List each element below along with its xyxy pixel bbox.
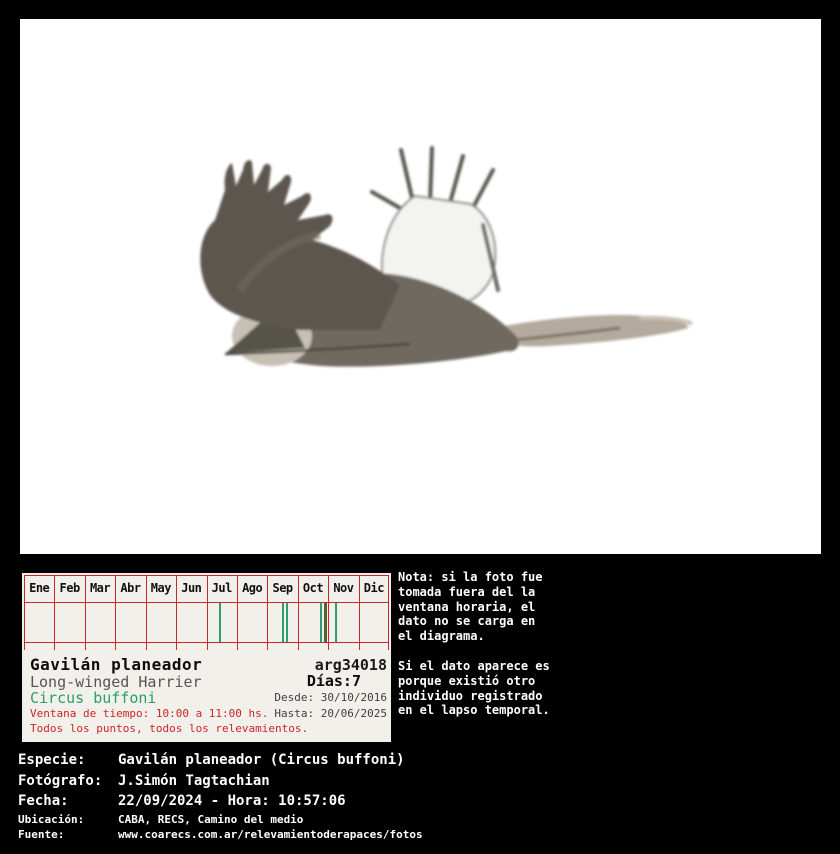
grid-vline — [54, 575, 55, 650]
day-marker — [324, 603, 327, 642]
month-label: Nov — [333, 581, 354, 595]
month-label: Sep — [272, 581, 293, 595]
metadata-label: Fecha: — [18, 793, 69, 809]
bird-photo — [180, 140, 720, 400]
date-from: Desde: 30/10/2016 — [274, 691, 387, 704]
note-line: porque existió otro — [398, 673, 536, 688]
note-line: tomada fuera del la — [398, 584, 536, 599]
month-label: Jun — [181, 581, 202, 595]
grid-vline — [176, 575, 177, 650]
grid-vline — [207, 575, 208, 650]
metadata-row-fecha — [18, 791, 828, 812]
day-marker — [282, 603, 284, 642]
note-paragraph-gap — [398, 644, 578, 659]
metadata-label: Fuente: — [18, 827, 65, 841]
metadata-value: www.coarecs.com.ar/relevamientoderapaces/fotos — [118, 827, 423, 841]
grid-vline — [328, 575, 329, 650]
near-wing — [200, 160, 400, 330]
note-line: individuo registrado — [398, 688, 543, 703]
note-line: ventana horaria, el — [398, 599, 536, 614]
species-english-name: Long-winged Harrier — [30, 673, 202, 691]
month-label: Abr — [120, 581, 141, 595]
grid-vline — [24, 575, 25, 650]
metadata-row-fotografo — [18, 771, 828, 792]
grid-vline — [359, 575, 360, 650]
metadata-value: Gavilán planeador (Circus buffoni) — [118, 752, 405, 768]
metadata-block — [18, 750, 828, 842]
month-label: Feb — [59, 581, 80, 595]
note-line: Nota: si la foto fue — [398, 570, 543, 584]
metadata-row-especie — [18, 750, 828, 771]
month-label: Mar — [89, 581, 111, 595]
day-marker — [320, 603, 322, 642]
note-line: en el lapso temporal. — [398, 703, 550, 718]
grid-vline — [298, 575, 299, 650]
metadata-label: Especie: — [18, 752, 86, 768]
note-line: Si el dato aparece es — [398, 658, 550, 673]
metadata-value: CABA, RECS, Camino del medio — [118, 812, 304, 826]
days-count: Días:7 — [306, 672, 361, 690]
month-label: Dic — [363, 581, 384, 595]
calendar-grid — [24, 575, 389, 651]
metadata-row-ubicacion — [18, 812, 828, 827]
photo-panel — [20, 19, 821, 554]
grid-vline — [146, 575, 147, 650]
grid-vline — [237, 575, 238, 650]
grid-vline — [267, 575, 268, 650]
metadata-value: J.Simón Tagtachian — [118, 772, 270, 789]
day-marker — [219, 603, 221, 642]
date-to: Hasta: 20/06/2025 — [274, 707, 387, 720]
species-scientific-name: Circus buffoni — [30, 689, 157, 707]
month-label: Oct — [302, 581, 324, 595]
month-label: Ene — [29, 581, 50, 595]
metadata-row-fuente — [18, 827, 828, 842]
metadata-value: 22/09/2024 - Hora: 10:57:06 — [118, 793, 346, 809]
note-line: dato no se carga en — [398, 614, 536, 629]
note-block — [398, 570, 578, 718]
day-marker — [335, 603, 337, 642]
day-marker — [286, 603, 288, 642]
grid-vline — [388, 575, 389, 650]
grid-vline — [85, 575, 86, 650]
record-code: arg34018 — [314, 656, 387, 674]
scope-note: Todos los puntos, todos los relevamientos. — [30, 722, 309, 735]
grid-vline — [115, 575, 116, 650]
metadata-label: Ubicación: — [18, 812, 85, 826]
metadata-label: Fotógrafo: — [18, 772, 103, 789]
month-label: Jul — [211, 581, 232, 595]
calendar-panel — [22, 573, 391, 742]
note-line: el diagrama. — [398, 629, 485, 644]
month-label: Ago — [242, 581, 263, 595]
month-label: May — [150, 581, 171, 595]
species-common-name: Gavilán planeador — [30, 655, 203, 674]
time-window: Ventana de tiempo: 10:00 a 11:00 hs. — [30, 707, 269, 720]
